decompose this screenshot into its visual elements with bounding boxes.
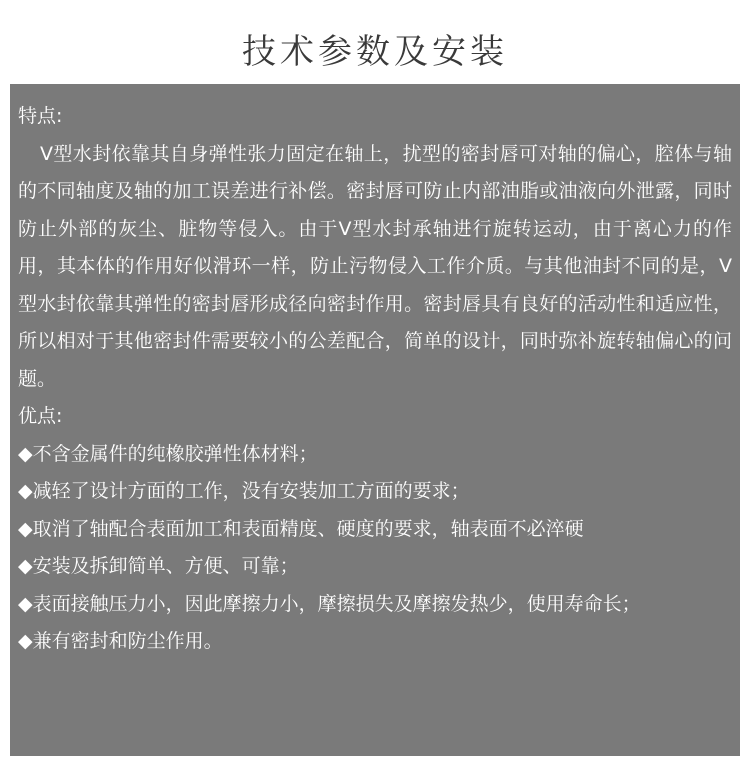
advantage-item-3: ◆取消了轴配合表面加工和表面精度、硬度的要求，轴表面不必淬硬 <box>18 517 584 540</box>
advantage-item-4: ◆安装及拆卸简单、方便、可靠； <box>18 555 299 577</box>
advantage-item-6: ◆兼有密封和防尘作用。 <box>18 630 223 652</box>
advantages-heading: 优点: <box>18 405 63 427</box>
features-paragraph: V型水封依靠其自身弹性张力固定在轴上，扰型的密封唇可对轴的偏心，腔体与轴的不同轴度及轴的加工误差进行补偿。密封唇可防止内部油脂或油液向外泄露，同时防止外部的灰尘、脏物等侵入。由于V型水封承轴进行旋转运动，由于离心力的作用，其本体的作用好似滑环一样，防止污物侵入工作介质。与其他油封不同的是，V型水封依靠其弹性的密封唇形成径向密封作用。密封唇具有良好的活动性和适应性，所以相对于其他密封件需要较小的公差配合，简单的设计，同时弥补旋转轴偏心的问题。 <box>18 142 732 390</box>
advantage-item-5: ◆表面接触压力小，因此摩擦力小，摩擦损失及摩擦发热少，使用寿命长； <box>18 592 641 615</box>
spec-panel <box>10 84 740 756</box>
features-heading: 特点: <box>18 105 63 127</box>
advantage-item-1: ◆不含金属件的纯橡胶弹性体材料； <box>18 442 318 465</box>
advantage-item-2: ◆减轻了设计方面的工作，没有安装加工方面的要求； <box>18 480 470 502</box>
page-title: 技术参数及安装 <box>242 32 508 72</box>
